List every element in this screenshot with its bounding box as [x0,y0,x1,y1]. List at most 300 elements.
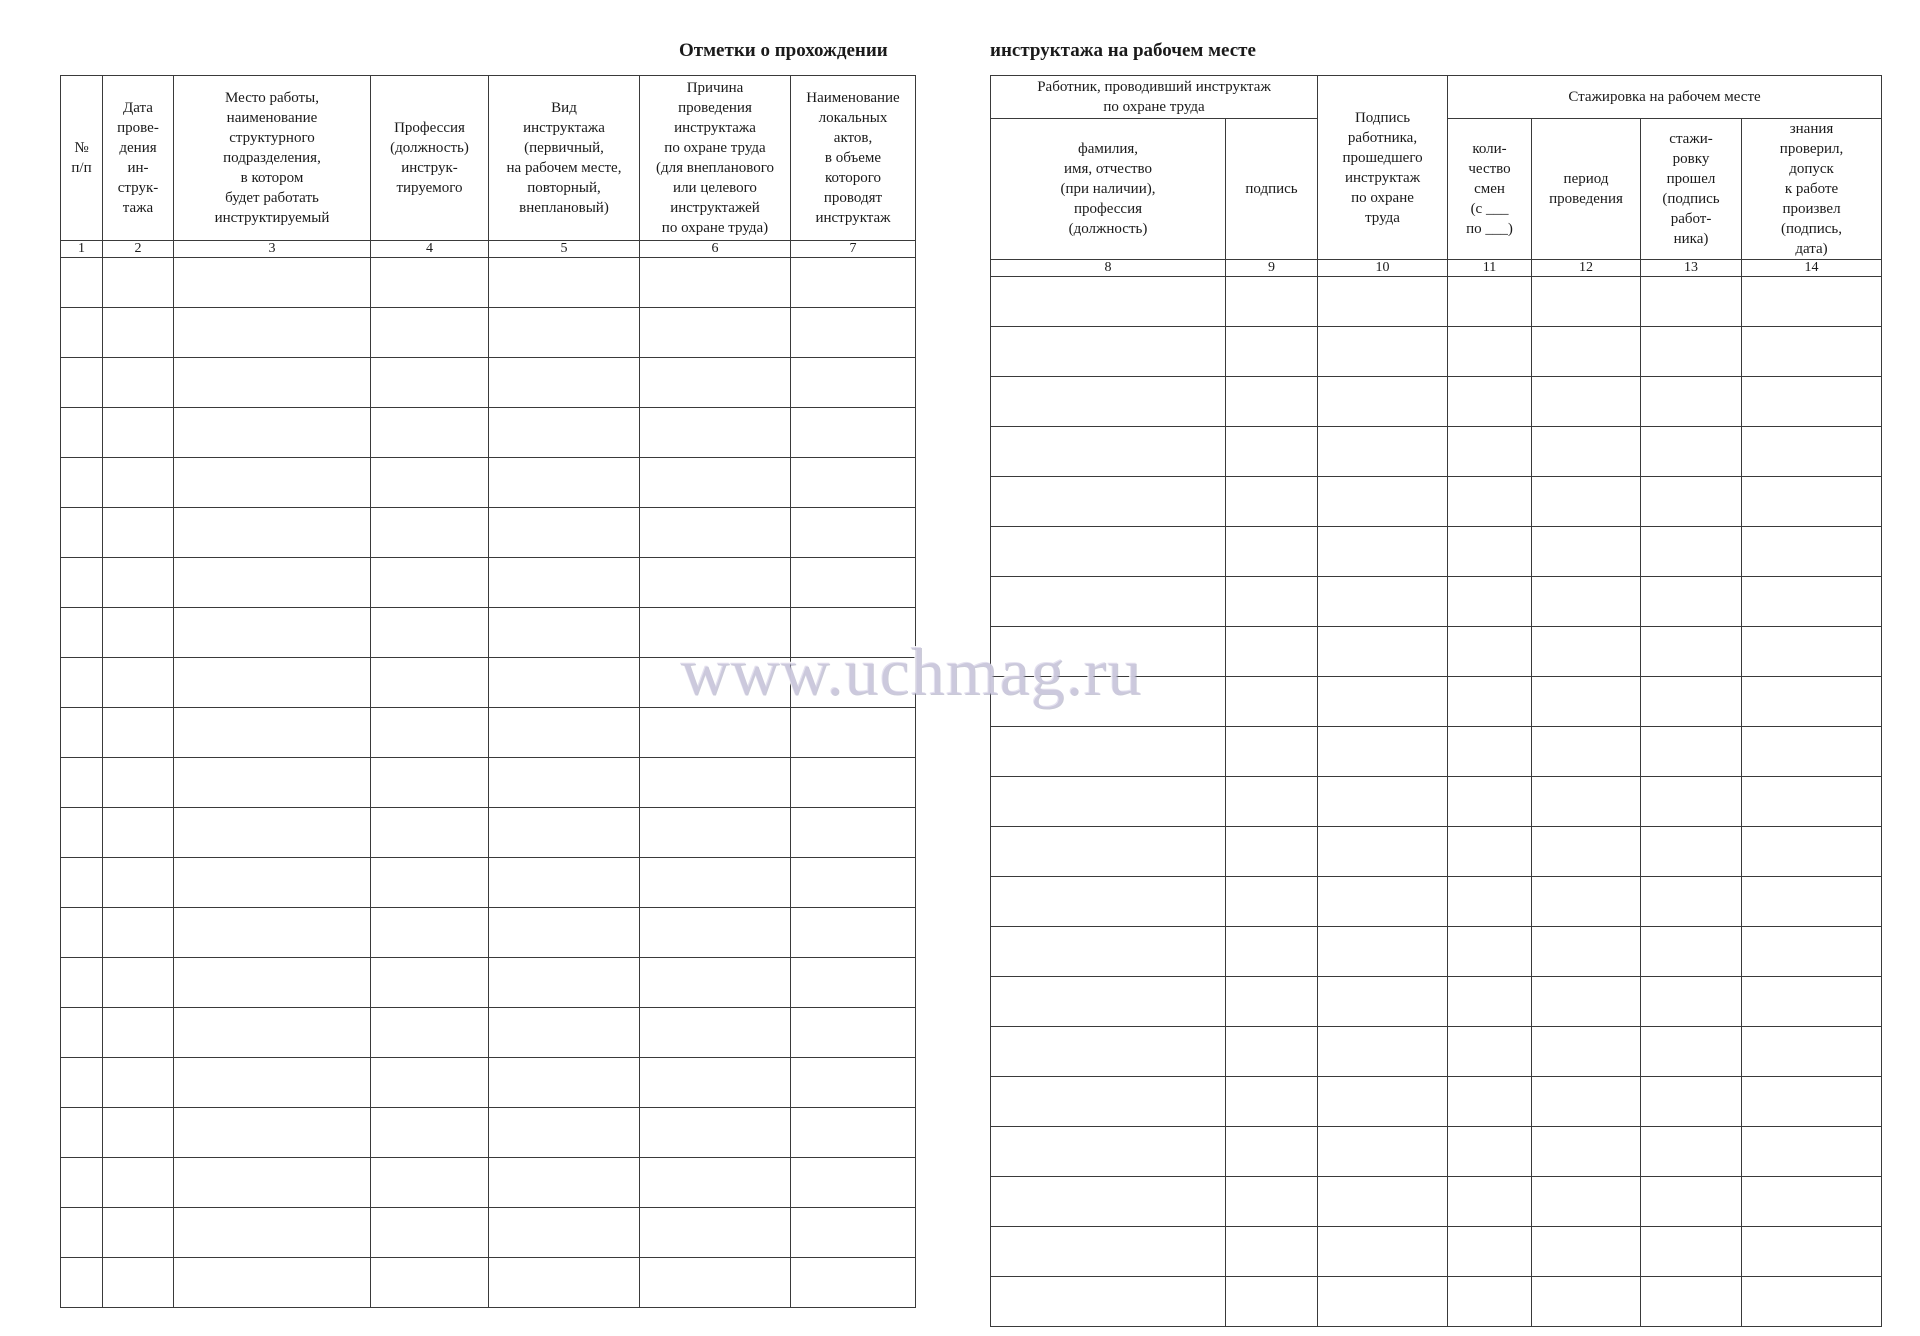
table-cell[interactable] [1448,827,1532,877]
table-cell[interactable] [1318,577,1448,627]
table-cell[interactable] [371,1258,489,1308]
table-cell[interactable] [1318,1127,1448,1177]
table-cell[interactable] [371,1208,489,1258]
table-cell[interactable] [1448,577,1532,627]
table-cell[interactable] [1641,1177,1742,1227]
table-cell[interactable] [1318,977,1448,1027]
table-cell[interactable] [371,558,489,608]
table-cell[interactable] [991,877,1226,927]
table-cell[interactable] [1448,427,1532,477]
table-cell[interactable] [1742,1127,1882,1177]
table-cell[interactable] [1318,527,1448,577]
table-cell[interactable] [640,508,791,558]
table-cell[interactable] [174,1108,371,1158]
table-cell[interactable] [1448,927,1532,977]
table-row [991,1077,1882,1127]
table-cell[interactable] [1532,1077,1641,1127]
table-cell[interactable] [1226,1277,1318,1327]
table-cell[interactable] [103,1258,174,1308]
table-cell[interactable] [1318,827,1448,877]
table-cell[interactable] [1742,527,1882,577]
table-cell[interactable] [1226,727,1318,777]
table-cell[interactable] [174,408,371,458]
table-cell[interactable] [1318,927,1448,977]
table-cell[interactable] [489,358,640,408]
table-cell[interactable] [640,858,791,908]
table-cell[interactable] [640,1008,791,1058]
table-cell[interactable] [640,1058,791,1108]
table-cell[interactable] [61,758,103,808]
table-cell[interactable] [1226,477,1318,527]
table-cell[interactable] [1448,1077,1532,1127]
table-cell[interactable] [61,708,103,758]
table-cell[interactable] [1448,727,1532,777]
table-cell[interactable] [371,358,489,408]
table-cell[interactable] [791,708,916,758]
table-cell[interactable] [174,858,371,908]
table-cell[interactable] [1448,627,1532,677]
table-cell[interactable] [61,858,103,908]
table-cell[interactable] [103,358,174,408]
table-cell[interactable] [174,1008,371,1058]
table-cell[interactable] [1532,1127,1641,1177]
table-cell[interactable] [1532,277,1641,327]
table-cell[interactable] [1318,277,1448,327]
table-cell[interactable] [371,608,489,658]
table-cell[interactable] [1318,1227,1448,1277]
table-cell[interactable] [991,1177,1226,1227]
table-cell[interactable] [1742,777,1882,827]
table-cell[interactable] [489,508,640,558]
table-cell[interactable] [103,558,174,608]
table-cell[interactable] [489,1158,640,1208]
table-cell[interactable] [489,258,640,308]
table-cell[interactable] [991,327,1226,377]
table-cell[interactable] [489,1058,640,1108]
table-cell[interactable] [489,1258,640,1308]
table-cell[interactable] [640,458,791,508]
table-cell[interactable] [61,258,103,308]
table-cell[interactable] [1742,577,1882,627]
table-cell[interactable] [1742,277,1882,327]
table-cell[interactable] [371,408,489,458]
table-cell[interactable] [61,908,103,958]
table-cell[interactable] [103,1208,174,1258]
table-cell[interactable] [1532,327,1641,377]
table-cell[interactable] [791,358,916,408]
table-cell[interactable] [640,808,791,858]
table-cell[interactable] [61,1008,103,1058]
table-cell[interactable] [174,508,371,558]
table-cell[interactable] [1742,677,1882,727]
table-cell[interactable] [991,377,1226,427]
table-cell[interactable] [1641,427,1742,477]
table-cell[interactable] [1318,1027,1448,1077]
table-cell[interactable] [174,308,371,358]
table-cell[interactable] [174,358,371,408]
table-cell[interactable] [1226,1177,1318,1227]
table-cell[interactable] [1532,1177,1641,1227]
table-cell[interactable] [174,958,371,1008]
table-cell[interactable] [371,908,489,958]
table-cell[interactable] [103,1008,174,1058]
table-cell[interactable] [991,927,1226,977]
table-cell[interactable] [489,558,640,608]
table-row [61,808,916,858]
table-cell[interactable] [640,258,791,308]
table-cell[interactable] [1318,1177,1448,1227]
table-cell[interactable] [489,408,640,458]
table-cell[interactable] [371,808,489,858]
table-cell[interactable] [489,858,640,908]
table-cell[interactable] [791,1208,916,1258]
table-cell[interactable] [1318,877,1448,927]
table-cell[interactable] [61,558,103,608]
table-cell[interactable] [1532,1027,1641,1077]
table-cell[interactable] [991,727,1226,777]
table-cell[interactable] [1532,727,1641,777]
table-cell[interactable] [489,658,640,708]
table-cell[interactable] [61,1158,103,1208]
table-cell[interactable] [1641,677,1742,727]
table-cell[interactable] [61,808,103,858]
table-cell[interactable] [1226,427,1318,477]
table-cell[interactable] [1641,1027,1742,1077]
table-cell[interactable] [791,858,916,908]
table-cell[interactable] [1641,927,1742,977]
table-cell[interactable] [1226,627,1318,677]
table-cell[interactable] [1448,1177,1532,1227]
table-cell[interactable] [1448,377,1532,427]
table-cell[interactable] [489,608,640,658]
table-cell[interactable] [61,308,103,358]
table-cell[interactable] [371,1108,489,1158]
table-cell[interactable] [1641,877,1742,927]
table-cell[interactable] [1532,977,1641,1027]
table-cell[interactable] [61,608,103,658]
table-cell[interactable] [1641,827,1742,877]
table-cell[interactable] [1742,1177,1882,1227]
table-cell[interactable] [61,1208,103,1258]
table-cell[interactable] [1742,1227,1882,1277]
table-cell[interactable] [1226,877,1318,927]
header-internship-period: период проведения [1532,119,1641,260]
table-cell[interactable] [371,1158,489,1208]
table-cell[interactable] [1641,1227,1742,1277]
table-cell[interactable] [1641,377,1742,427]
table-cell[interactable] [174,458,371,508]
table-cell[interactable] [174,708,371,758]
table-cell[interactable] [1226,577,1318,627]
table-cell[interactable] [371,958,489,1008]
table-cell[interactable] [1226,927,1318,977]
table-cell[interactable] [103,1108,174,1158]
table-cell[interactable] [1448,277,1532,327]
table-cell[interactable] [1226,777,1318,827]
table-cell[interactable] [791,408,916,458]
table-cell[interactable] [1448,1277,1532,1327]
table-cell[interactable] [991,577,1226,627]
table-cell[interactable] [1532,877,1641,927]
table-cell[interactable] [489,808,640,858]
table-cell[interactable] [61,358,103,408]
table-cell[interactable] [1532,377,1641,427]
table-cell[interactable] [1448,777,1532,827]
table-cell[interactable] [1448,1027,1532,1077]
table-cell[interactable] [489,308,640,358]
table-cell[interactable] [1742,977,1882,1027]
table-cell[interactable] [991,827,1226,877]
table-cell[interactable] [103,508,174,558]
table-cell[interactable] [1641,327,1742,377]
table-cell[interactable] [1532,1227,1641,1277]
table-cell[interactable] [1448,877,1532,927]
table-cell[interactable] [103,958,174,1008]
table-cell[interactable] [1532,477,1641,527]
table-cell[interactable] [1742,327,1882,377]
table-cell[interactable] [640,1208,791,1258]
table-cell[interactable] [1641,1077,1742,1127]
table-cell[interactable] [1742,1027,1882,1077]
table-cell[interactable] [791,1258,916,1308]
table-cell[interactable] [991,527,1226,577]
table-cell[interactable] [640,908,791,958]
table-cell[interactable] [174,1208,371,1258]
table-cell[interactable] [1532,827,1641,877]
table-cell[interactable] [61,1058,103,1108]
table-cell[interactable] [1641,777,1742,827]
table-cell[interactable] [1641,1277,1742,1327]
table-cell[interactable] [991,1077,1226,1127]
table-cell[interactable] [1641,1127,1742,1177]
table-cell[interactable] [103,1158,174,1208]
table-cell[interactable] [103,808,174,858]
table-cell[interactable] [489,1108,640,1158]
table-cell[interactable] [791,958,916,1008]
table-cell[interactable] [1318,1277,1448,1327]
table-cell[interactable] [1226,1027,1318,1077]
table-cell[interactable] [103,608,174,658]
table-cell[interactable] [174,608,371,658]
table-cell[interactable] [103,908,174,958]
table-cell[interactable] [61,458,103,508]
table-cell[interactable] [791,308,916,358]
table-cell[interactable] [371,458,489,508]
table-cell[interactable] [174,1058,371,1108]
table-cell[interactable] [489,458,640,508]
table-cell[interactable] [1448,1227,1532,1277]
table-cell[interactable] [1318,327,1448,377]
table-cell[interactable] [1226,677,1318,727]
table-cell[interactable] [991,277,1226,327]
table-row [991,927,1882,977]
table-cell[interactable] [1532,677,1641,727]
table-cell[interactable] [489,758,640,808]
table-cell[interactable] [103,708,174,758]
table-cell[interactable] [489,708,640,758]
table-cell[interactable] [1532,527,1641,577]
table-cell[interactable] [991,777,1226,827]
table-cell[interactable] [1448,477,1532,527]
table-cell[interactable] [640,1258,791,1308]
table-cell[interactable] [791,908,916,958]
table-cell[interactable] [174,258,371,308]
table-cell[interactable] [1226,1227,1318,1277]
table-cell[interactable] [1226,1127,1318,1177]
table-cell[interactable] [1641,527,1742,577]
table-cell[interactable] [1532,1277,1641,1327]
table-cell[interactable] [1226,1077,1318,1127]
table-cell[interactable] [61,408,103,458]
table-cell[interactable] [791,508,916,558]
table-cell[interactable] [640,1108,791,1158]
table-cell[interactable] [1532,777,1641,827]
table-cell[interactable] [1641,477,1742,527]
table-cell[interactable] [1448,677,1532,727]
table-cell[interactable] [791,758,916,808]
table-cell[interactable] [371,758,489,808]
table-row [61,458,916,508]
column-number: 12 [1532,260,1641,277]
table-cell[interactable] [1742,627,1882,677]
table-cell[interactable] [1226,527,1318,577]
table-cell[interactable] [1641,977,1742,1027]
table-cell[interactable] [1448,977,1532,1027]
table-cell[interactable] [640,758,791,808]
table-cell[interactable] [791,1058,916,1108]
table-cell[interactable] [103,258,174,308]
table-row [991,377,1882,427]
table-cell[interactable] [640,708,791,758]
table-cell[interactable] [1226,327,1318,377]
table-cell[interactable] [791,458,916,508]
table-cell[interactable] [1318,627,1448,677]
table-cell[interactable] [103,408,174,458]
table-cell[interactable] [371,858,489,908]
table-cell[interactable] [103,858,174,908]
header-knowledge-checked: знания проверил, допуск к работе произвел (подпись, дата) [1742,119,1882,260]
table-cell[interactable] [61,958,103,1008]
table-cell[interactable] [640,1158,791,1208]
table-cell[interactable] [640,358,791,408]
table-cell[interactable] [1226,377,1318,427]
table-cell[interactable] [991,1027,1226,1077]
column-number: 7 [791,241,916,258]
table-cell[interactable] [1448,327,1532,377]
table-cell[interactable] [1742,377,1882,427]
table-cell[interactable] [1318,377,1448,427]
table-cell[interactable] [1226,277,1318,327]
table-cell[interactable] [991,1277,1226,1327]
table-cell[interactable] [371,1008,489,1058]
table-cell[interactable] [103,458,174,508]
table-cell[interactable] [489,908,640,958]
table-cell[interactable] [1226,827,1318,877]
table-cell[interactable] [1742,477,1882,527]
table-cell[interactable] [991,477,1226,527]
table-cell[interactable] [61,508,103,558]
table-cell[interactable] [103,1058,174,1108]
table-cell[interactable] [1318,727,1448,777]
table-cell[interactable] [103,758,174,808]
table-cell[interactable] [371,508,489,558]
table-cell[interactable] [640,958,791,1008]
table-cell[interactable] [991,427,1226,477]
table-cell[interactable] [1448,1127,1532,1177]
table-cell[interactable] [174,908,371,958]
column-number: 2 [103,241,174,258]
table-cell[interactable] [991,977,1226,1027]
table-cell[interactable] [1641,577,1742,627]
table-cell[interactable] [1742,927,1882,977]
table-cell[interactable] [1742,427,1882,477]
table-cell[interactable] [791,1158,916,1208]
table-cell[interactable] [1448,527,1532,577]
table-cell[interactable] [174,808,371,858]
table-cell[interactable] [371,258,489,308]
table-cell[interactable] [1532,627,1641,677]
table-cell[interactable] [640,558,791,608]
table-cell[interactable] [1532,927,1641,977]
table-cell[interactable] [1532,427,1641,477]
table-cell[interactable] [489,1008,640,1058]
table-cell[interactable] [174,558,371,608]
table-cell[interactable] [1532,577,1641,627]
table-cell[interactable] [489,958,640,1008]
table-cell[interactable] [791,258,916,308]
table-row [61,1108,916,1158]
table-cell[interactable] [1318,477,1448,527]
table-cell[interactable] [1641,727,1742,777]
table-cell[interactable] [791,1108,916,1158]
table-cell[interactable] [1742,877,1882,927]
table-cell[interactable] [640,308,791,358]
table-cell[interactable] [991,1127,1226,1177]
table-cell[interactable] [1226,977,1318,1027]
table-cell[interactable] [1641,277,1742,327]
table-cell[interactable] [1318,427,1448,477]
table-cell[interactable] [61,1258,103,1308]
table-cell[interactable] [640,408,791,458]
table-cell[interactable] [371,708,489,758]
table-cell[interactable] [791,1008,916,1058]
table-cell[interactable] [371,1058,489,1108]
table-cell[interactable] [791,558,916,608]
table-cell[interactable] [1318,777,1448,827]
table-cell[interactable] [1318,677,1448,727]
table-cell[interactable] [371,658,489,708]
table-cell[interactable] [489,1208,640,1258]
table-cell[interactable] [1742,827,1882,877]
table-cell[interactable] [174,1258,371,1308]
table-cell[interactable] [1641,627,1742,677]
table-cell[interactable] [61,658,103,708]
table-cell[interactable] [1742,1277,1882,1327]
table-cell[interactable] [174,1158,371,1208]
table-cell[interactable] [174,758,371,808]
table-row [61,508,916,558]
table-cell[interactable] [791,808,916,858]
table-cell[interactable] [1318,1077,1448,1127]
table-cell[interactable] [61,1108,103,1158]
table-cell[interactable] [174,658,371,708]
table-cell[interactable] [103,658,174,708]
table-cell[interactable] [991,1227,1226,1277]
table-cell[interactable] [1742,727,1882,777]
table-cell[interactable] [1742,1077,1882,1127]
table-cell[interactable] [371,308,489,358]
table-cell[interactable] [103,308,174,358]
